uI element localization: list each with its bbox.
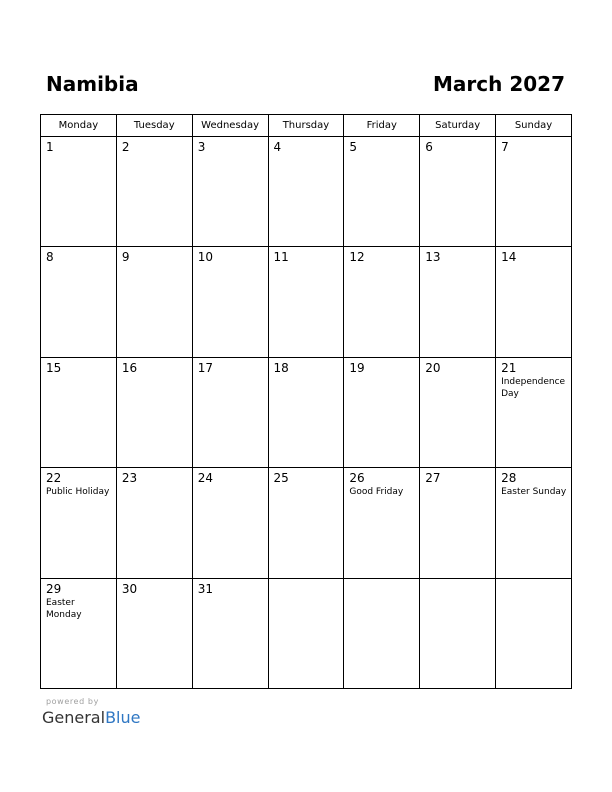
day-number: 26 — [349, 471, 365, 486]
day-cell — [41, 357, 117, 467]
day-cell — [496, 247, 572, 357]
empty-day-cell — [420, 578, 496, 688]
day-cell — [192, 247, 268, 357]
day-cell — [496, 357, 572, 467]
holiday-label: Good Friday — [349, 487, 404, 498]
day-number: 27 — [425, 471, 441, 486]
day-cell — [116, 468, 192, 578]
day-number: 3 — [197, 140, 206, 154]
day-cell — [268, 137, 344, 247]
day-number: 18 — [273, 360, 289, 375]
day-cell — [420, 357, 496, 467]
day-number: 1 — [46, 140, 54, 154]
day-number: 16 — [121, 360, 138, 375]
day-cell — [268, 357, 344, 467]
day-number: 31 — [197, 581, 213, 596]
day-cell — [420, 468, 496, 578]
day-number: 8 — [46, 250, 54, 265]
weekday-header: Wednesday — [192, 115, 268, 137]
day-number: 14 — [501, 250, 517, 265]
day-number: 9 — [121, 250, 130, 265]
weekday-header: Sunday — [496, 115, 572, 137]
day-number: 29 — [46, 581, 62, 596]
weekday-header-row — [41, 115, 572, 137]
calendar-body — [41, 137, 572, 689]
holiday-label: Easter Sunday — [501, 487, 567, 498]
powered-by-text: powered by — [46, 697, 99, 706]
day-number: 23 — [121, 471, 138, 486]
day-cell — [420, 247, 496, 357]
day-cell — [192, 357, 268, 467]
country-title: Namibia — [46, 72, 139, 96]
day-cell — [41, 578, 117, 688]
holiday-label: Easter Monday — [46, 597, 82, 620]
day-cell — [496, 137, 572, 247]
empty-day-cell — [268, 578, 344, 688]
week-row — [41, 468, 572, 578]
weekday-header: Thursday — [268, 115, 344, 137]
weekday-header: Friday — [344, 115, 420, 137]
day-cell — [344, 357, 420, 467]
day-cell — [420, 137, 496, 247]
day-number: 17 — [197, 360, 213, 375]
day-number: 12 — [349, 250, 365, 265]
day-number: 28 — [501, 471, 517, 486]
day-cell — [116, 357, 192, 467]
brand-name-first: General — [42, 708, 106, 727]
day-number: 25 — [273, 471, 289, 486]
footer-branding — [42, 697, 140, 728]
day-number: 2 — [121, 140, 130, 154]
day-cell — [344, 247, 420, 357]
day-cell — [116, 137, 192, 247]
day-number: 11 — [273, 250, 289, 265]
brand-logo — [42, 708, 140, 728]
day-cell — [344, 137, 420, 247]
day-number: 13 — [425, 250, 441, 265]
calendar-grid — [40, 114, 572, 689]
day-number: 4 — [273, 140, 282, 154]
day-cell — [192, 578, 268, 688]
weekday-header: Monday — [41, 115, 117, 137]
day-number: 19 — [349, 360, 365, 375]
week-row — [41, 357, 572, 467]
day-cell — [116, 247, 192, 357]
holiday-label: Independence Day — [501, 376, 566, 399]
day-cell — [41, 137, 117, 247]
day-cell — [344, 468, 420, 578]
day-number: 21 — [501, 360, 517, 375]
day-number: 20 — [425, 360, 441, 375]
day-cell — [268, 468, 344, 578]
brand-name-second: Blue — [105, 708, 141, 727]
day-cell — [41, 468, 117, 578]
weekday-header: Tuesday — [116, 115, 192, 137]
day-number: 15 — [46, 360, 62, 375]
month-title: March 2027 — [433, 72, 565, 96]
day-number: 6 — [425, 140, 433, 154]
empty-day-cell — [344, 578, 420, 688]
day-cell — [116, 578, 192, 688]
week-row — [41, 578, 572, 688]
day-cell — [192, 137, 268, 247]
day-number: 10 — [197, 250, 213, 265]
day-number: 30 — [121, 581, 138, 596]
weekday-header: Saturday — [420, 115, 496, 137]
day-cell — [192, 468, 268, 578]
day-number: 5 — [349, 140, 358, 154]
day-cell — [41, 247, 117, 357]
day-cell — [496, 468, 572, 578]
empty-day-cell — [496, 578, 572, 688]
day-cell — [268, 247, 344, 357]
holiday-label: Public Holiday — [46, 487, 110, 498]
day-number: 22 — [46, 471, 62, 486]
day-number: 7 — [501, 140, 509, 154]
day-number: 24 — [197, 471, 213, 486]
week-row — [41, 137, 572, 247]
week-row — [41, 247, 572, 357]
